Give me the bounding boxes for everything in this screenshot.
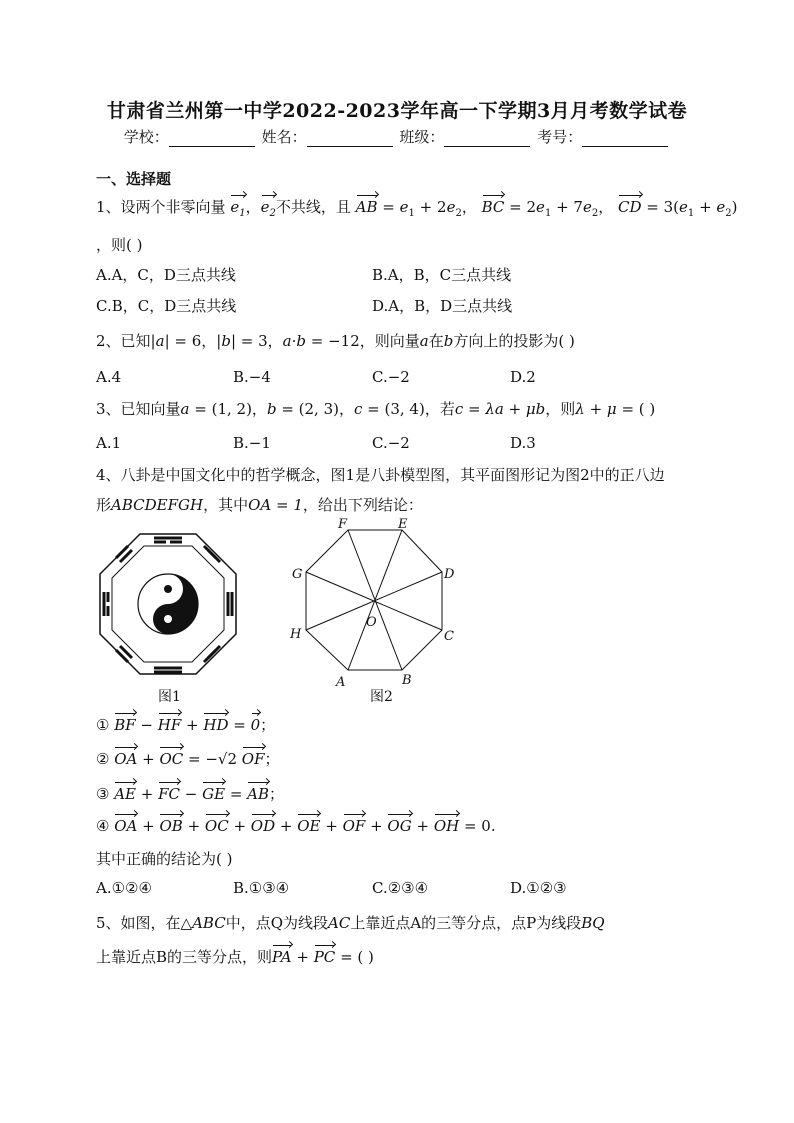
question-4-line2: 形ABCDEFGH，其中OA = 1，给出下列结论：	[96, 496, 423, 514]
figure-2-caption: 图2	[370, 689, 393, 705]
q4-option-d[interactable]: D.①②③	[510, 879, 567, 897]
conclusion-1: ① BF − HF + HD = 0；	[96, 716, 276, 734]
section-heading: 一、选择题	[96, 170, 172, 188]
q1-option-b[interactable]: B.A，B，C三点共线	[372, 266, 512, 284]
question-1: 1、设两个非零向量 $e_1$，$e_2$不共线，且 AB = $e_1 + 2e_2$， BC = $2e_1 + 7e_2$， CD = $3(e_1 + e_2)$	[96, 198, 738, 219]
conclusion-3: ③ AE + FC − GE = AB；	[96, 785, 285, 803]
q4-option-b[interactable]: B.①③④	[233, 879, 290, 897]
number-blank[interactable]	[582, 132, 668, 147]
octagon-figure	[284, 518, 464, 690]
q3-option-b[interactable]: B.−1	[233, 434, 271, 452]
name-blank[interactable]	[307, 132, 393, 147]
question-1-cont: ，则( )	[96, 236, 143, 254]
figure-1-caption: 图1	[158, 689, 181, 705]
vertex-b: B	[402, 673, 412, 688]
question-4-line1: 4、八卦是中国文化中的哲学概念，图1是八卦模型图，其平面图形记为图2中的正八边	[96, 466, 665, 484]
name-label: 姓名：	[261, 128, 307, 146]
q2-option-b[interactable]: B.−4	[233, 368, 271, 386]
q3-option-d[interactable]: D.3	[510, 434, 536, 452]
bagua-figure	[94, 530, 242, 680]
question-2: 2、已知|a| = 6，|b| = 3，a·b = −12，则向量a在b方向上的投影为( )	[96, 332, 575, 350]
page-title: 甘肃省兰州第一中学2022-2023学年高一下学期3月月考数学试卷	[106, 100, 688, 122]
class-blank[interactable]	[444, 132, 530, 147]
vertex-c: C	[444, 629, 454, 644]
number-label: 考号：	[537, 128, 583, 146]
q2-option-a[interactable]: A.4	[96, 368, 122, 386]
q4-option-a[interactable]: A.①②④	[96, 879, 152, 897]
q2-option-c[interactable]: C.−2	[372, 368, 410, 386]
vertex-d: D	[444, 567, 455, 582]
school-label: 学校：	[123, 128, 169, 146]
vertex-a: A	[336, 675, 346, 690]
conclusion-4: ④ OA + OB + OC + OD + OE + OF + OG + OH = 0.	[96, 817, 496, 835]
vertex-e: E	[398, 518, 408, 532]
question-5-line2: 上靠近点B的三等分点，则PA + PC = ( )	[96, 948, 374, 966]
question-5-line1: 5、如图，在△ABC中，点Q为线段AC上靠近点A的三等分点，点P为线段BQ	[96, 914, 605, 932]
q1-option-c[interactable]: C.B，C，D三点共线	[96, 297, 237, 315]
vertex-o: O	[366, 615, 377, 630]
student-info-row	[0, 126, 794, 147]
q3-option-a[interactable]: A.1	[96, 434, 122, 452]
conclusion-question: 其中正确的结论为( )	[96, 850, 233, 868]
q1-option-a[interactable]: A.A，C，D三点共线	[96, 266, 236, 284]
vertex-g: G	[292, 567, 303, 582]
q4-option-c[interactable]: C.②③④	[372, 879, 429, 897]
conclusion-2: ② OA + OC = −√2 OF；	[96, 750, 280, 768]
q1-option-d[interactable]: D.A，B，D三点共线	[372, 297, 513, 315]
question-3: 3、已知向量a = (1, 2)，b = (2, 3)，c = (3, 4)，若c = λa + μb，则λ + μ = ( )	[96, 400, 656, 418]
q3-option-c[interactable]: C.−2	[372, 434, 410, 452]
q2-option-d[interactable]: D.2	[510, 368, 536, 386]
class-label: 班级：	[399, 128, 445, 146]
vertex-f: F	[338, 518, 348, 532]
school-blank[interactable]	[169, 132, 255, 147]
vertex-h: H	[290, 627, 302, 642]
